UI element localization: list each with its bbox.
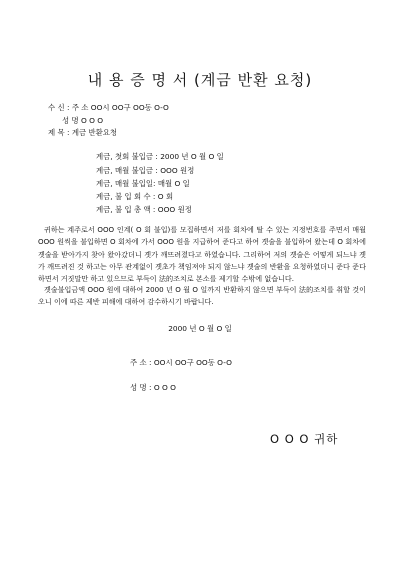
document-date: 2000 년 O 월 O 일 bbox=[168, 324, 232, 333]
recipient-closing: O O O 귀하 bbox=[270, 432, 339, 446]
document-title: 내 용 증 명 서 (계금 반환 요청) bbox=[87, 71, 313, 89]
recipient-name-line: 성 명 O O O bbox=[62, 116, 104, 125]
detail-first-payment: 계금, 첫회 불입금 : 2000 년 O 월 O 일 bbox=[96, 152, 224, 161]
subject-line: 제 목 : 계금 반환요청 bbox=[48, 128, 118, 137]
sender-name-line: 성 명 : O O O bbox=[130, 383, 176, 392]
detail-monthly-payment-day: 계금, 매월 불입일: 매월 O 일 bbox=[96, 179, 190, 188]
body-paragraph-1: 귀하는 계주로서 OOO 인계( O 회 불입)를 모집하면서 저를 회차에 탈 수 있는 지정번호를 주면서 매월 OOO 원씩을 불입하면 O 회차에 가서 OOO 원을 지급하여 준다고 하여 곗술을 불입하여 왔는데 O 회차에 곗술을 받아가지 찾아 왔아갔더니 곗가 깨뜨려졌다고 하였습니다. 그리하여 저의 곗술은 어떻게 되느냐 곗가 깨뜨려진 것 하고는 아무 관계없이 곗초가 책임져야 되지 않느냐 곗술의 반환을 요청하였더니 준다 준다 하면서 거짓말만 하고 있으므로 부득이 法的조치로 본소를 제기할 수밖에 없습니다. bbox=[38, 225, 366, 284]
detail-monthly-payment: 계금, 매월 불입금 : OOO 원정 bbox=[96, 166, 195, 175]
body-paragraph-2: 곗술불입금액 OOO 원에 대하여 2000 년 O 월 O 일까지 반환하지 않으면 부득이 法的조치를 취할 것이오니 이에 따른 제반 피해에 대하여 감수하시기 바랍니다. bbox=[38, 285, 366, 307]
detail-payment-total: 계금, 불 입 총 액 : OOO 원정 bbox=[96, 205, 192, 214]
sender-address-line: 주 소 : OO시 OO구 OO동 O-O bbox=[130, 358, 232, 367]
recipient-address-line: 수 신 : 주 소 OO시 OO구 OO동 O-O bbox=[48, 103, 169, 112]
detail-payment-count: 계금, 불 입 회 수 : O 회 bbox=[96, 192, 174, 201]
